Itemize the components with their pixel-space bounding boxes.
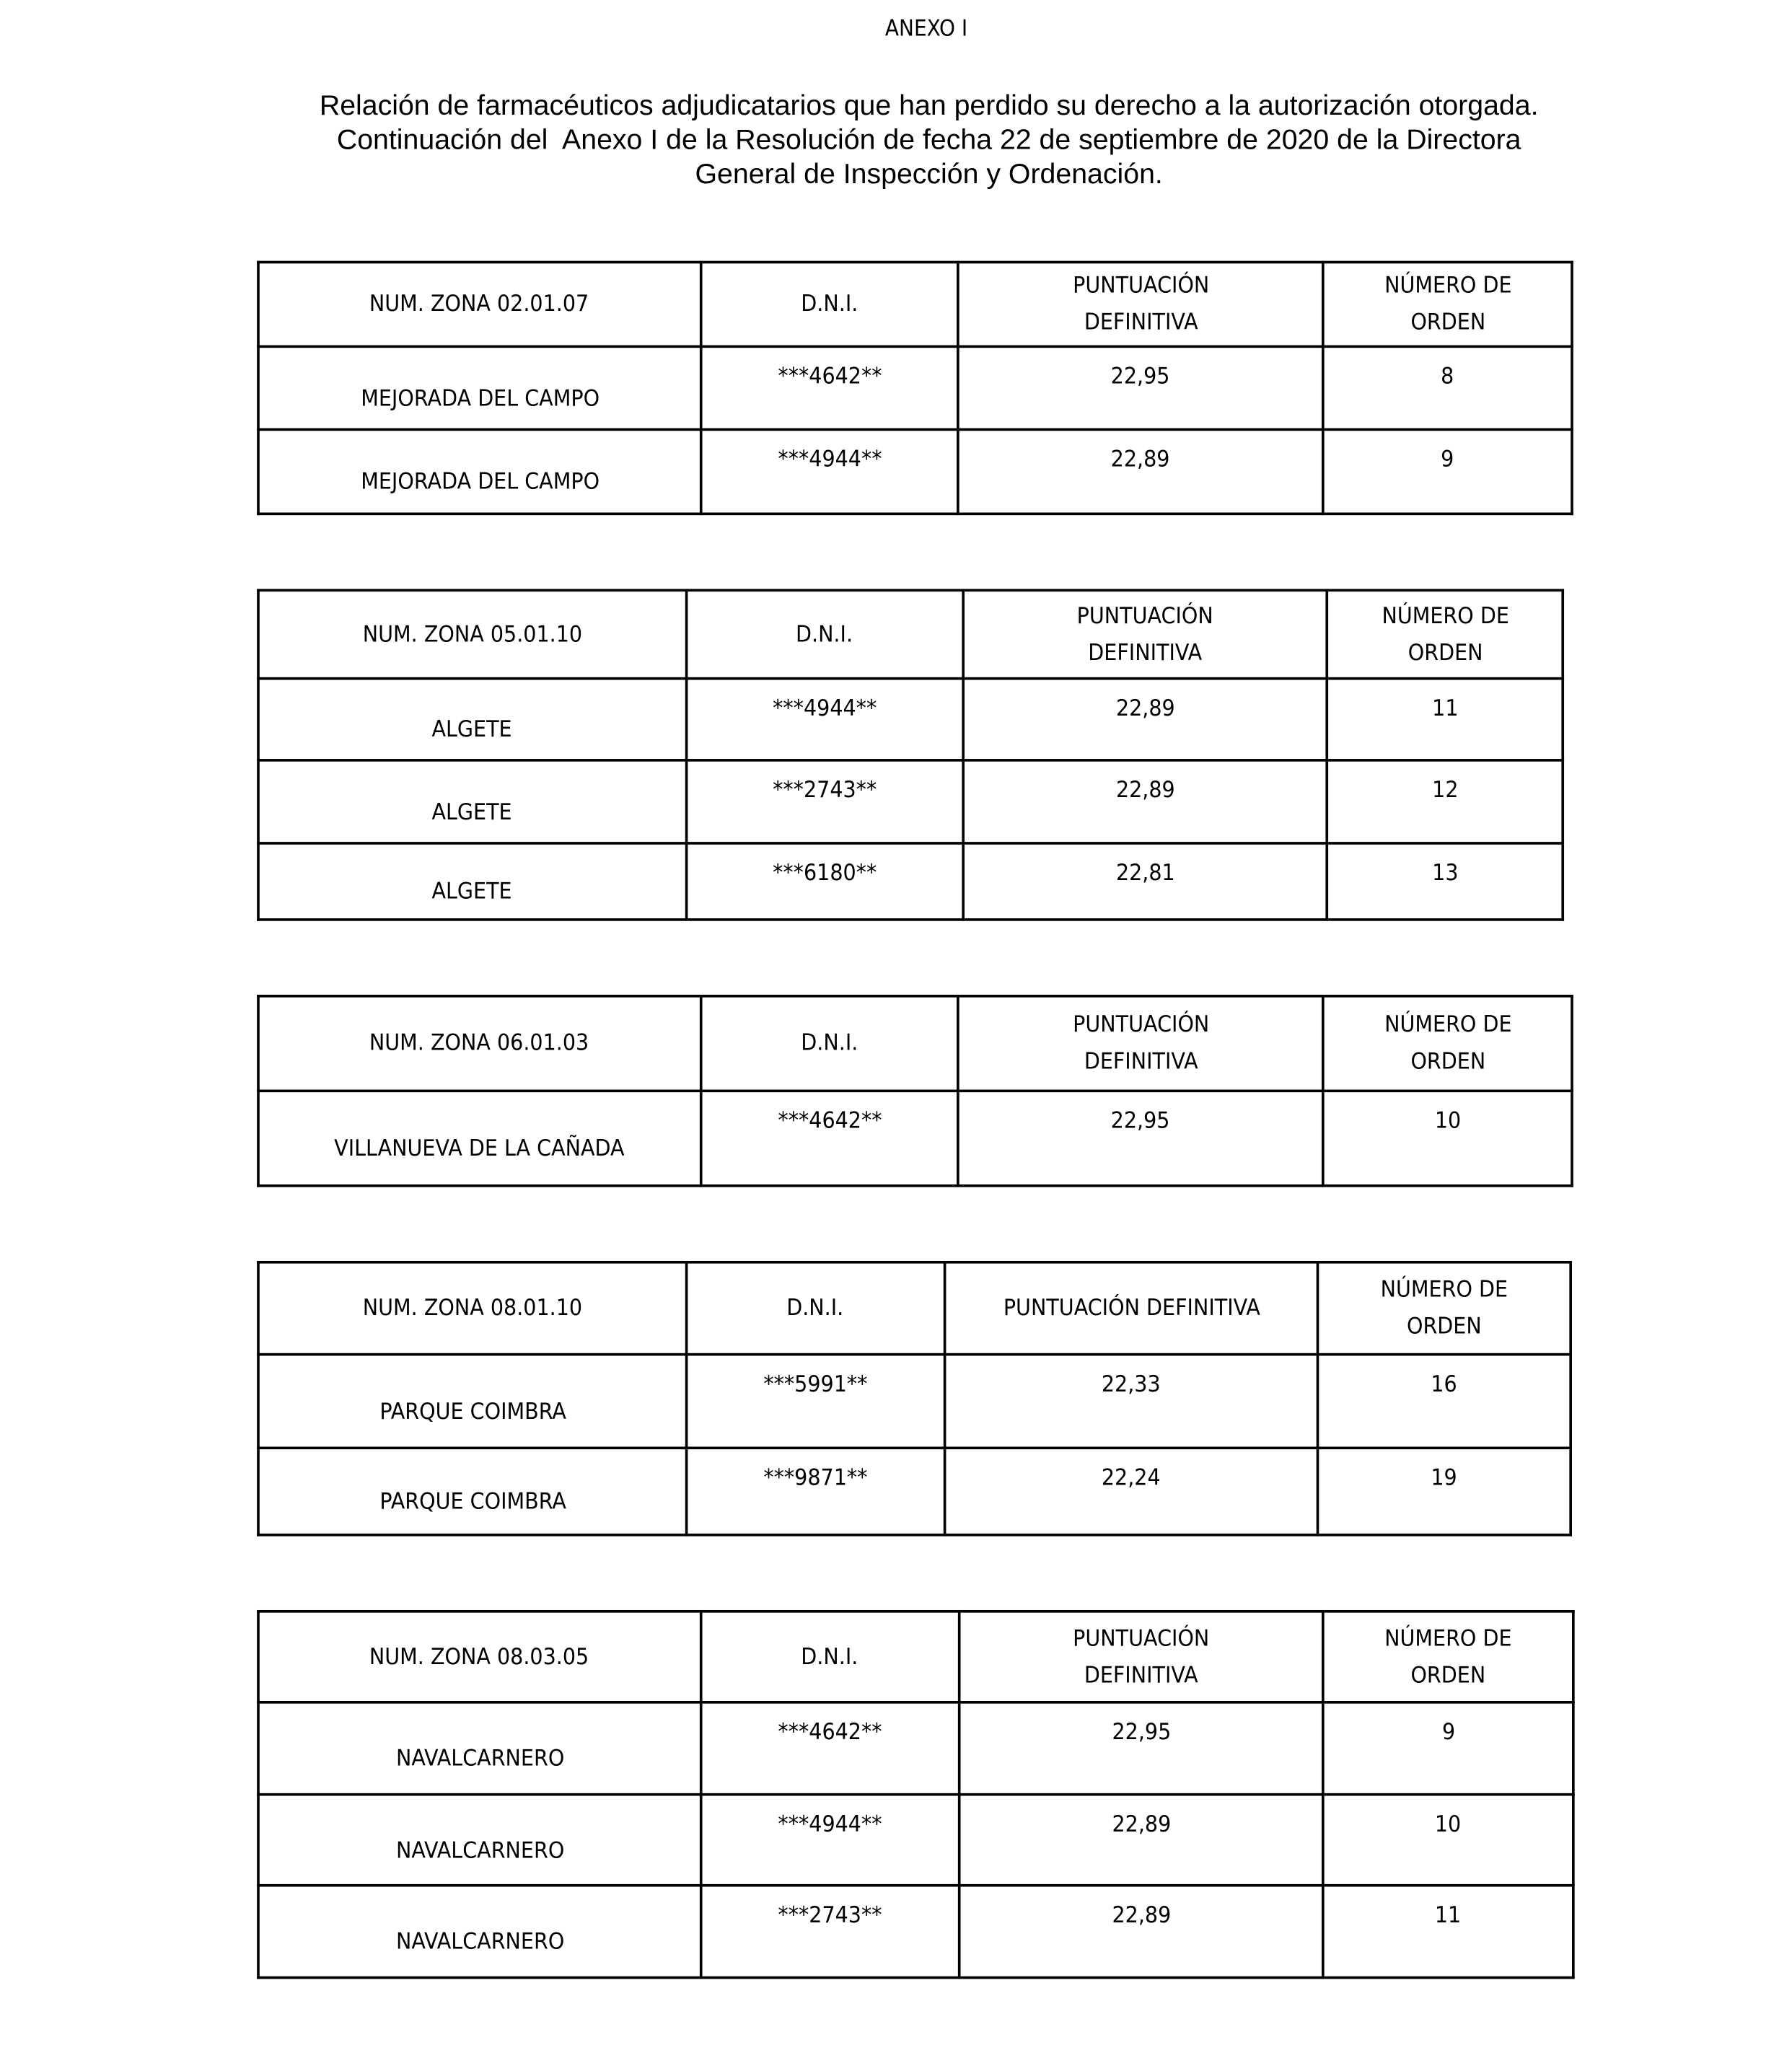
- cell-text: 22,89: [1115, 695, 1175, 722]
- intro-line: Relación de farmacéuticos adjudicatarios que han perdido su derecho a la autorización otorgada.: [319, 89, 1539, 122]
- cell-text: 22,89: [1110, 447, 1170, 473]
- order-cell: [1323, 1886, 1573, 1978]
- zone-table: [257, 589, 1564, 920]
- zone-cell: [258, 1886, 701, 1978]
- annex-title: ANEXO I: [884, 15, 968, 43]
- intro-line: General de Inspección y Ordenación.: [695, 158, 1163, 190]
- cell-text: 8: [1441, 364, 1454, 390]
- header-text: PUNTUACIÓN DEFINITIVA: [1076, 602, 1213, 667]
- cell-text: PARQUE COIMBRA: [379, 1398, 566, 1425]
- table-row: [258, 346, 1572, 429]
- score-cell: [958, 346, 1323, 429]
- cell-text: 11: [1435, 1902, 1462, 1929]
- header-text: NUM. ZONA 05.01.10: [362, 621, 582, 648]
- header-text: NUM. ZONA 08.01.10: [362, 1295, 582, 1322]
- header-order: [1323, 1611, 1573, 1702]
- table-row: [258, 1886, 1573, 1978]
- score-cell: [963, 679, 1327, 760]
- order-cell: [1327, 760, 1563, 843]
- score-cell: [963, 760, 1327, 843]
- order-cell: [1323, 1795, 1573, 1886]
- header-text: D.N.I.: [801, 1030, 858, 1057]
- order-cell: [1327, 679, 1563, 760]
- dni-cell: [701, 1886, 959, 1978]
- zone-cell: [258, 346, 701, 429]
- header-text: D.N.I.: [801, 1643, 859, 1671]
- table-header-row: [258, 590, 1563, 678]
- score-cell: [959, 1795, 1323, 1886]
- cell-text: 10: [1434, 1108, 1461, 1135]
- cell-text: 16: [1431, 1371, 1458, 1398]
- cell-text: 9: [1441, 1719, 1455, 1746]
- order-cell: [1318, 1355, 1571, 1448]
- header-text: NÚMERO DE ORDEN: [1384, 273, 1511, 336]
- header-score: [958, 996, 1323, 1091]
- cell-text: 22,89: [1115, 777, 1175, 804]
- zone-cell: [258, 1795, 701, 1886]
- header-zone: [258, 1611, 701, 1702]
- zone-cell: [258, 679, 687, 760]
- zone-cell: [258, 1702, 701, 1795]
- dni-cell: [687, 843, 964, 920]
- cell-text: VILLANUEVA DE LA CAÑADA: [334, 1135, 625, 1162]
- order-cell: [1327, 843, 1563, 920]
- table-row: [258, 1355, 1571, 1448]
- score-cell: [959, 1702, 1323, 1795]
- cell-text: 10: [1435, 1811, 1462, 1838]
- zone-cell: [258, 429, 701, 514]
- table-row: [258, 679, 1563, 760]
- cell-text: 22,95: [1110, 364, 1170, 390]
- cell-text: 22,24: [1102, 1465, 1161, 1492]
- dni-cell: [687, 679, 964, 760]
- header-text: NUM. ZONA 08.03.05: [369, 1643, 590, 1671]
- cell-text: ***2743**: [778, 1902, 882, 1929]
- zone-table: [257, 261, 1573, 516]
- header-dni: [687, 1262, 945, 1355]
- cell-text: 22,89: [1111, 1811, 1171, 1838]
- cell-text: PARQUE COIMBRA: [379, 1488, 566, 1516]
- table-row: [258, 843, 1563, 920]
- cell-text: 19: [1431, 1465, 1458, 1492]
- order-cell: [1323, 346, 1572, 429]
- header-text: PUNTUACIÓN DEFINITIVA: [1072, 273, 1209, 336]
- cell-text: ALGETE: [432, 799, 513, 826]
- cell-text: ***5991**: [763, 1371, 868, 1398]
- dni-cell: [701, 1091, 958, 1186]
- dni-cell: [687, 760, 964, 843]
- cell-text: 22,81: [1115, 860, 1175, 887]
- table-row: [258, 760, 1563, 843]
- header-dni: [701, 1611, 959, 1702]
- table-row: [258, 1795, 1573, 1886]
- score-cell: [945, 1448, 1318, 1535]
- cell-text: ***4642**: [778, 1719, 882, 1746]
- cell-text: MEJORADA DEL CAMPO: [360, 469, 599, 496]
- table-row: [258, 1091, 1572, 1186]
- cell-text: ***9871**: [763, 1465, 868, 1492]
- zone-cell: [258, 760, 687, 843]
- order-cell: [1323, 1702, 1573, 1795]
- dni-cell: [701, 346, 958, 429]
- cell-text: 22,89: [1111, 1902, 1171, 1929]
- header-zone: [258, 590, 687, 678]
- cell-text: ***2743**: [773, 777, 877, 804]
- cell-text: 12: [1431, 777, 1458, 804]
- table-header-row: [258, 262, 1572, 346]
- cell-text: NAVALCARNERO: [395, 1746, 564, 1772]
- cell-text: ***4944**: [773, 695, 877, 722]
- zone-cell: [258, 1355, 687, 1448]
- cell-text: 22,33: [1102, 1371, 1161, 1398]
- zone-table: [257, 995, 1573, 1187]
- header-score: [963, 590, 1327, 678]
- header-text: D.N.I.: [801, 291, 858, 318]
- header-score: [958, 262, 1323, 346]
- header-zone: [258, 1262, 687, 1355]
- header-text: PUNTUACIÓN DEFINITIVA: [1072, 1011, 1209, 1076]
- score-cell: [963, 843, 1327, 920]
- order-cell: [1323, 1091, 1572, 1186]
- cell-text: ALGETE: [432, 879, 513, 905]
- score-cell: [958, 429, 1323, 514]
- cell-text: ***4944**: [778, 1811, 882, 1838]
- header-score: [959, 1611, 1323, 1702]
- cell-text: 11: [1431, 695, 1458, 722]
- dni-cell: [701, 429, 958, 514]
- table-row: [258, 1448, 1571, 1535]
- table-header-row: [258, 1262, 1571, 1355]
- table-row: [258, 1702, 1573, 1795]
- intro-paragraph: [132, 88, 1726, 190]
- zone-cell: [258, 1448, 687, 1535]
- header-text: PUNTUACIÓN DEFINITIVA: [1073, 1624, 1210, 1689]
- header-order: [1323, 262, 1572, 346]
- zone-cell: [258, 843, 687, 920]
- cell-text: NAVALCARNERO: [395, 1928, 564, 1956]
- cell-text: 9: [1441, 447, 1454, 473]
- cell-text: 22,95: [1110, 1108, 1170, 1135]
- header-zone: [258, 262, 701, 346]
- header-text: D.N.I.: [796, 621, 853, 648]
- zone-table: [257, 1261, 1572, 1536]
- order-cell: [1323, 429, 1572, 514]
- header-text: NÚMERO DE ORDEN: [1384, 1011, 1511, 1076]
- header-text: NUM. ZONA 02.01.07: [369, 291, 590, 318]
- cell-text: MEJORADA DEL CAMPO: [360, 385, 599, 412]
- header-order: [1323, 996, 1572, 1091]
- cell-text: ***6180**: [773, 860, 877, 887]
- dni-cell: [687, 1355, 945, 1448]
- score-cell: [945, 1355, 1318, 1448]
- cell-text: 22,95: [1111, 1719, 1171, 1746]
- cell-text: ***4642**: [777, 1108, 882, 1135]
- header-text: D.N.I.: [787, 1295, 845, 1322]
- header-dni: [687, 590, 964, 678]
- header-dni: [701, 996, 958, 1091]
- header-zone: [258, 996, 701, 1091]
- order-cell: [1318, 1448, 1571, 1535]
- cell-text: 13: [1431, 860, 1458, 887]
- header-order: [1327, 590, 1563, 678]
- intro-line: Continuación del Anexo I de la Resolución de fecha 22 de septiembre de 2020 de la Directora: [336, 123, 1521, 156]
- header-text: NÚMERO DE ORDEN: [1380, 1276, 1508, 1340]
- table-header-row: [258, 996, 1572, 1091]
- cell-text: NAVALCARNERO: [395, 1837, 564, 1864]
- score-cell: [959, 1886, 1323, 1978]
- cell-text: ***4944**: [777, 447, 882, 473]
- score-cell: [958, 1091, 1323, 1186]
- header-score: [945, 1262, 1318, 1355]
- cell-text: ***4642**: [777, 364, 882, 390]
- dni-cell: [701, 1702, 959, 1795]
- header-dni: [701, 262, 958, 346]
- header-text: NUM. ZONA 06.01.03: [369, 1030, 590, 1057]
- zone-cell: [258, 1091, 701, 1186]
- header-text: NÚMERO DE ORDEN: [1384, 1624, 1512, 1689]
- zone-table: [257, 1610, 1575, 1979]
- dni-cell: [687, 1448, 945, 1535]
- header-order: [1318, 1262, 1571, 1355]
- cell-text: ALGETE: [432, 716, 513, 744]
- header-text: NÚMERO DE ORDEN: [1381, 602, 1508, 667]
- dni-cell: [701, 1795, 959, 1886]
- header-text: PUNTUACIÓN DEFINITIVA: [1003, 1295, 1260, 1322]
- table-header-row: [258, 1611, 1573, 1702]
- table-row: [258, 429, 1572, 514]
